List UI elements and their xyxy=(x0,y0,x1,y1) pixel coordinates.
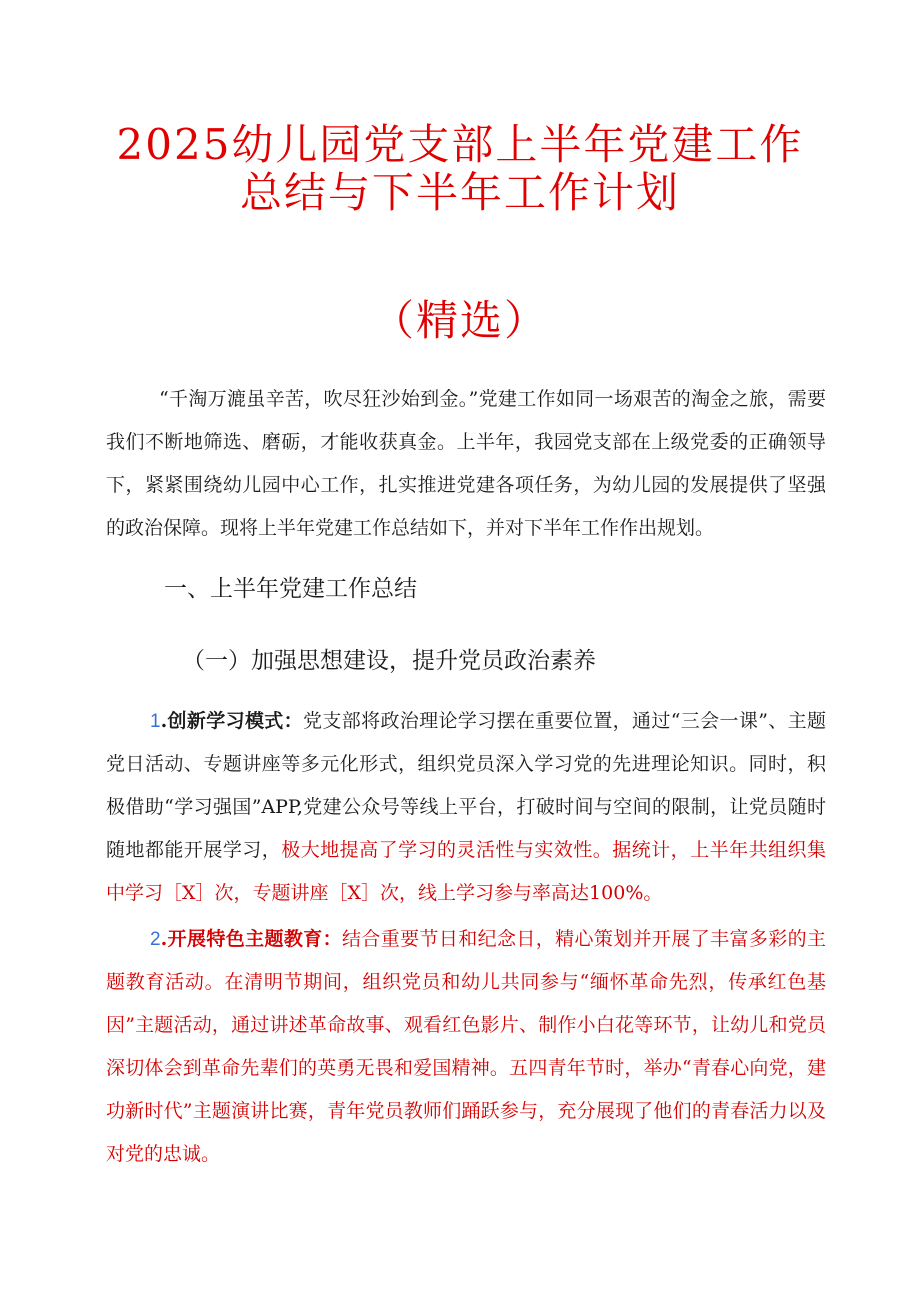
item-1-paragraph xyxy=(106,700,826,915)
intro-first-line: “千淘万漉虽辛苦，吹尽狂沙始到金。”党建工作如同一场艰苦的淘金之旅， xyxy=(159,388,788,410)
item-1-lead: .创新学习模式： xyxy=(160,710,304,732)
document-title-line2: 总结与下半年工作计划 xyxy=(239,168,680,217)
intro-paragraph xyxy=(106,378,826,550)
item-2-paragraph xyxy=(106,918,826,1176)
item-2-text-highlight: 结合重要节日和纪念日，精心策划并开展了丰富多彩的主题教育活动。在清明节期间，组织党员和幼儿共同参与“缅怀革命先烈，传承红色基因”主题活动，通过讲述革命故事、观看红色影片、制作小白花等环节，让幼儿和党员深切体会到革命先辈们的英勇无畏和爱国精神。五四青年节时，举办“青春心向党，建功新时代”主题演讲比赛，青年党员教师们踊跃参与，充分展现了他们的青春活力以及对党的忠诚。 xyxy=(106,928,826,1165)
document-title-line1: 2025幼儿园党支部上半年党建工作 xyxy=(116,120,804,169)
item-1-text-highlight: 极大地提高了学习的灵活性与实效性。据统计，上半年共组织集中学习［X］次，专题讲座［X］次，线上学习参与率高达100%。 xyxy=(106,839,826,904)
item-1-number: 1 xyxy=(150,711,161,732)
subsection-heading: （一）加强思想建设，提升党员政治素养 xyxy=(182,648,596,674)
intro-rest: 需要我们不断地筛选、磨砺，才能收获真金。上半年，我园党支部在上级党委的正确领导下，紧紧围绕幼儿园中心工作，扎实推进党建各项任务，为幼儿园的发展提供了坚强的政治保障。现将上半年党建工作总结如下，并对下半年工作作出规划。 xyxy=(106,388,826,539)
item-1-text: 党支部将政治理论学习摆在重要位置，通过“三会一课”、主题党日活动、专题讲座等多元化形式，组织党员深入学习党的先进理论知识。同时，积极借助“学习强国”APP,党建公众号等线上平台，打破时间与空间的限制，让党员随时随地都能开展学习， xyxy=(106,710,826,861)
item-2-lead: .开展特色主题教育： xyxy=(160,928,342,950)
section-heading: 一、上半年党建工作总结 xyxy=(164,576,417,602)
item-2-number: 2 xyxy=(150,929,161,950)
document-title-line3: （精选） xyxy=(371,296,548,345)
